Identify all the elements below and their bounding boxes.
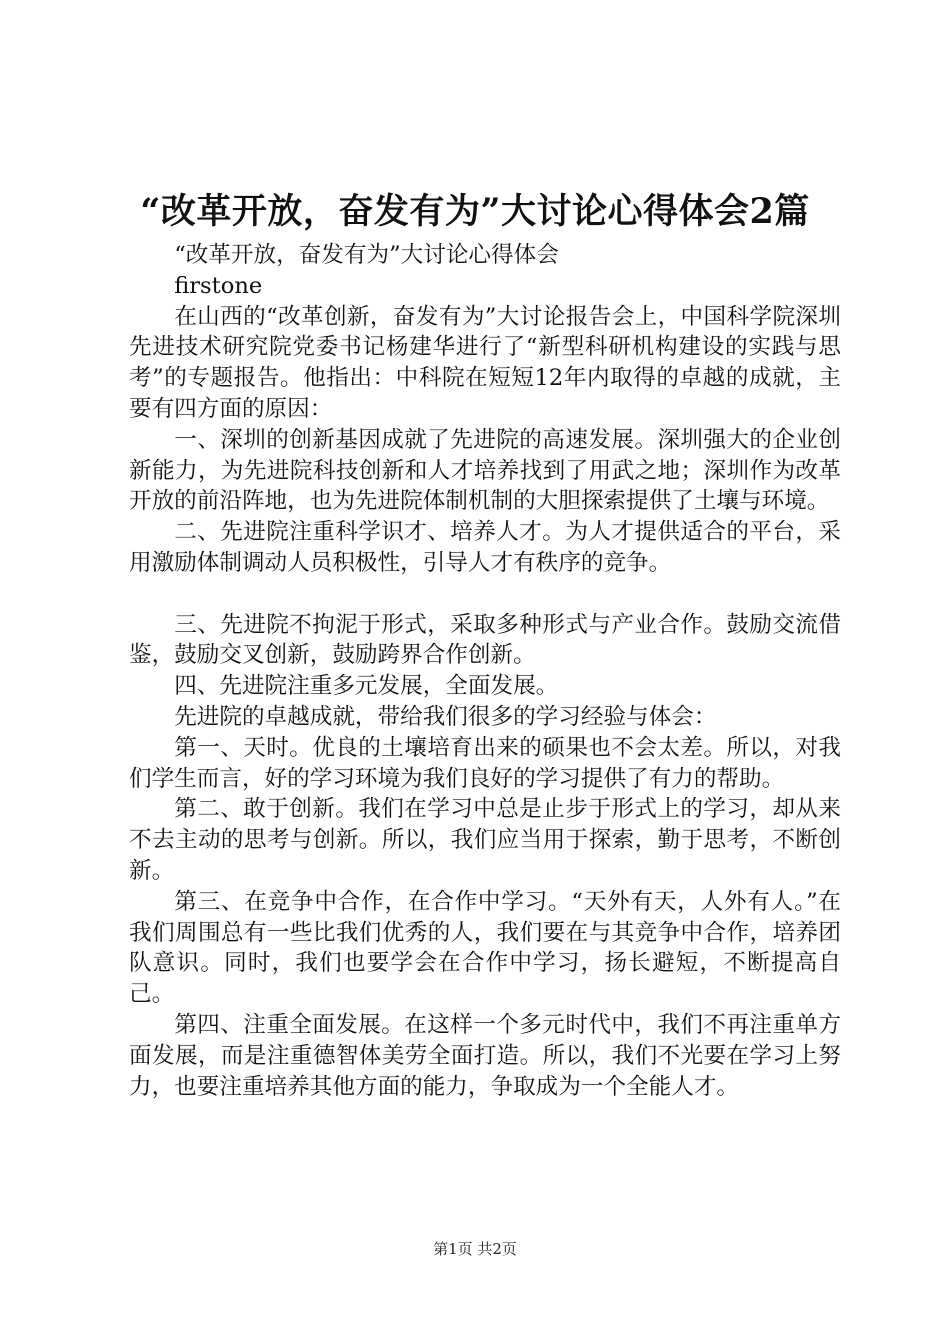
intro-paragraph: 在山西的“改革创新，奋发有为”大讨论报告会上，中国科学院深圳先进技术研究院党委书记杨建华进行了“新型科研机构建设的实践与思考”的专题报告。他指出：中科院在短短12年内取得的卓越的成就，主要有四方面的原因： xyxy=(129,303,841,422)
lesson-four-paragraph: 第四、注重全面发展。在这样一个多元时代中，我们不再注重单方面发展，而是注重德智体美劳全面打造。所以，我们不光要在学习上努力，也要注重培养其他方面的能力，争取成为一个全能人才。 xyxy=(129,1011,841,1100)
reason-two-paragraph: 二、先进院注重科学识才、培养人才。为人才提供适合的平台，采用激励体制调动人员积极性，引导人才有秩序的竞争。 xyxy=(129,519,841,576)
document-title: “改革开放，奋发有为”大讨论心得体会2篇 xyxy=(140,191,810,232)
document-body xyxy=(129,240,841,1102)
lesson-two-paragraph: 第二、敢于创新。我们在学习中总是止步于形式上的学习，却从来不去主动的思考与创新。所以，我们应当用于探索，勤于思考，不断创新。 xyxy=(129,796,841,884)
lesson-one-paragraph: 第一、天时。优良的土壤培育出来的硕果也不会太差。所以，对我们学生而言，好的学习环境为我们良好的学习提供了有力的帮助。 xyxy=(129,734,841,792)
lesson-three-paragraph: 第三、在竞争中合作，在合作中学习。“天外有天，人外有人。”在我们周围总有一些比我们优秀的人，我们要在与其竞争中合作，培养团队意识。同时，我们也要学会在合作中学习，扬长避短，不断提高自己。 xyxy=(129,888,841,1008)
reason-four-paragraph: 四、先进院注重多元发展，全面发展。 xyxy=(174,673,559,700)
reason-one-paragraph: 一、深圳的创新基因成就了先进院的高速发展。深圳强大的企业创新能力，为先进院科技创新和人才培养找到了用武之地；深圳作为改革开放的前沿阵地，也为先进院体制机制的大胆探索提供了土壤与环境。 xyxy=(129,426,841,515)
lessons-intro-paragraph: 先进院的卓越成就，带给我们很多的学习经验与体会： xyxy=(174,703,717,730)
page-number-footer: 第1页 共2页 xyxy=(433,1240,517,1258)
subtitle-paragraph: “改革开放，奋发有为”大讨论心得体会 xyxy=(174,242,559,268)
section-label: firstone xyxy=(174,272,263,299)
reason-three-paragraph: 三、先进院不拘泥于形式，采取多种形式与产业合作。鼓励交流借鉴，鼓励交叉创新，鼓励跨界合作创新。 xyxy=(129,611,841,669)
